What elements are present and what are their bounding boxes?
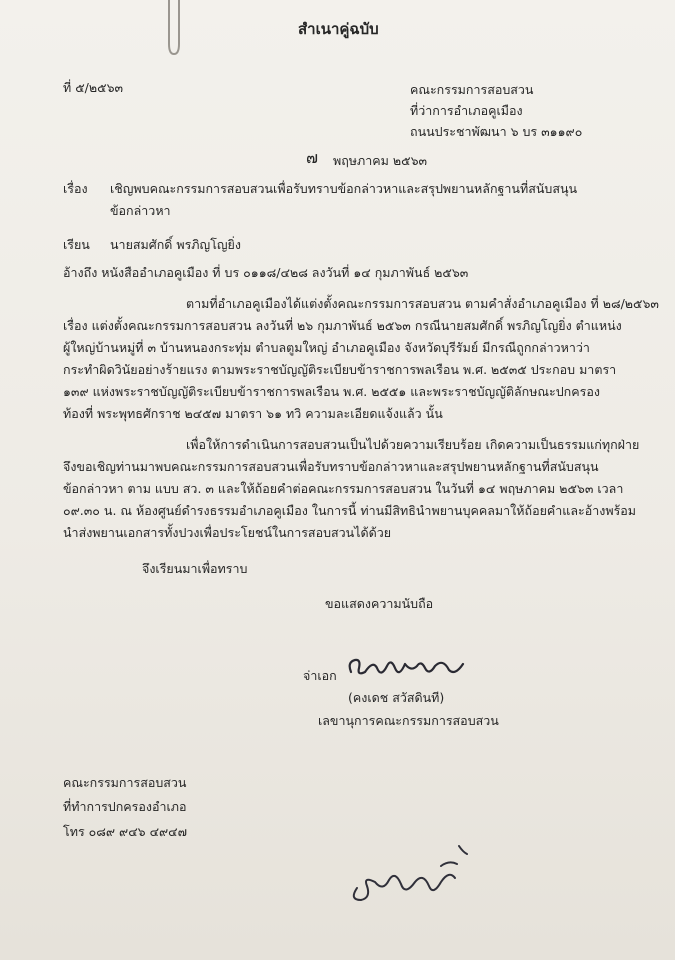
paragraph-line: นำส่งพยานเอกสารทั้งปวงเพื่อประโยชน์ในการสอบสวนได้ด้วย [63,525,392,540]
date-month-year: พฤษภาคม ๒๕๖๓ [333,153,428,168]
footer-line-3: โทร ๐๘๙ ๙๔๖ ๔๙๔๗ [63,824,188,839]
handwritten-signature [345,650,475,686]
paragraph-line: จึงขอเชิญท่านมาพบคณะกรรมการสอบสวนเพื่อรับทราบข้อกล่าวหาและสรุปพยานหลักฐานที่สนับสนุน [63,459,599,474]
sender-line-1: คณะกรรมการสอบสวน [410,82,534,97]
subject-label: เรื่อง [63,181,88,196]
footer-line-1: คณะกรรมการสอบสวน [63,775,187,790]
closing-line: จึงเรียนมาเพื่อทราบ [142,561,248,576]
paragraph-line: ข้อกล่าวหา ตาม แบบ สว. ๓ และให้ถ้อยคำต่อคณะกรรมการสอบสวน ในวันที่ ๑๔ พฤษภาคม ๒๕๖๓ เวลา [63,481,624,496]
signer-rank: จ่าเอก [303,668,337,683]
regards-line: ขอแสดงความนับถือ [325,596,434,611]
initials-handwriting [345,842,475,912]
footer-line-2: ที่ทำการปกครองอำเภอ [63,799,187,814]
reference-line: อ้างถึง หนังสืออำเภอคูเมือง ที่ บร ๐๑๑๘/๔๒๘ ลงวันที่ ๑๔ กุมภาพันธ์ ๒๕๖๓ [63,265,469,280]
document-title: สำเนาคู่ฉบับ [298,20,379,38]
paragraph-line: ท้องที่ พระพุทธศักราช ๒๔๕๗ มาตรา ๖๑ ทวิ ความละเอียดแจ้งแล้ว นั้น [63,406,443,421]
paper-clip-icon [164,0,184,60]
paragraph-line: ๐๙.๓๐ น. ณ ห้องศูนย์ดำรงธรรมอำเภอคูเมือง ในการนี้ ท่านมีสิทธินำพยานบุคคลมาให้ถ้อยคำและอ้างพร้อม [63,503,637,518]
paragraph-line: เพื่อให้การดำเนินการสอบสวนเป็นไปด้วยความเรียบร้อย เกิดความเป็นธรรมแก่ทุกฝ่าย [186,437,640,452]
document-number: ที่ ๕/๒๕๖๓ [63,80,124,95]
paragraph-line: กระทำผิดวินัยอย่างร้ายแรง ตามพระราชบัญญัติระเบียบข้าราชการพลเรือน พ.ศ. ๒๕๓๕ ประกอบ มาตรา [63,362,617,377]
date-day-handwritten: ๗ [306,148,319,167]
paragraph-line: ๑๓๙ แห่งพระราชบัญญัติระเบียบข้าราชการพลเรือน พ.ศ. ๒๕๕๑ และพระราชบัญญัติลักษณะปกครอง [63,384,600,399]
recipient-label: เรียน [63,237,90,252]
paragraph-line: ผู้ใหญ่บ้านหมู่ที่ ๓ บ้านหนองกระทุ่ม ตำบลตูมใหญ่ อำเภอคูเมือง จังหวัดบุรีรัมย์ มีกรณีถูกกล่าวหาว่า [63,340,590,355]
sender-line-2: ที่ว่าการอำเภอคูเมือง [410,103,523,118]
signer-name: (คงเดช สวัสดินที) [348,690,445,705]
subject-line-1: เชิญพบคณะกรรมการสอบสวนเพื่อรับทราบข้อกล่าวหาและสรุปพยานหลักฐานที่สนับสนุน [110,181,578,196]
paragraph-line: เรื่อง แต่งตั้งคณะกรรมการสอบสวน ลงวันที่ ๒๖ กุมภาพันธ์ ๒๕๖๓ กรณีนายสมศักดิ์ พรภิญโญยิ่ง ตำแหน่ง [63,318,622,333]
signer-position: เลขานุการคณะกรรมการสอบสวน [318,713,499,728]
recipient-name: นายสมศักดิ์ พรภิญโญยิ่ง [110,237,241,252]
subject-line-2: ข้อกล่าวหา [110,203,171,218]
paragraph-line: ตามที่อำเภอคูเมืองได้แต่งตั้งคณะกรรมการสอบสวน ตามคำสั่งอำเภอคูเมือง ที่ ๒๘/๒๕๖๓ [186,296,659,311]
sender-line-3: ถนนประชาพัฒนา ๖ บร ๓๑๑๙๐ [410,124,583,139]
